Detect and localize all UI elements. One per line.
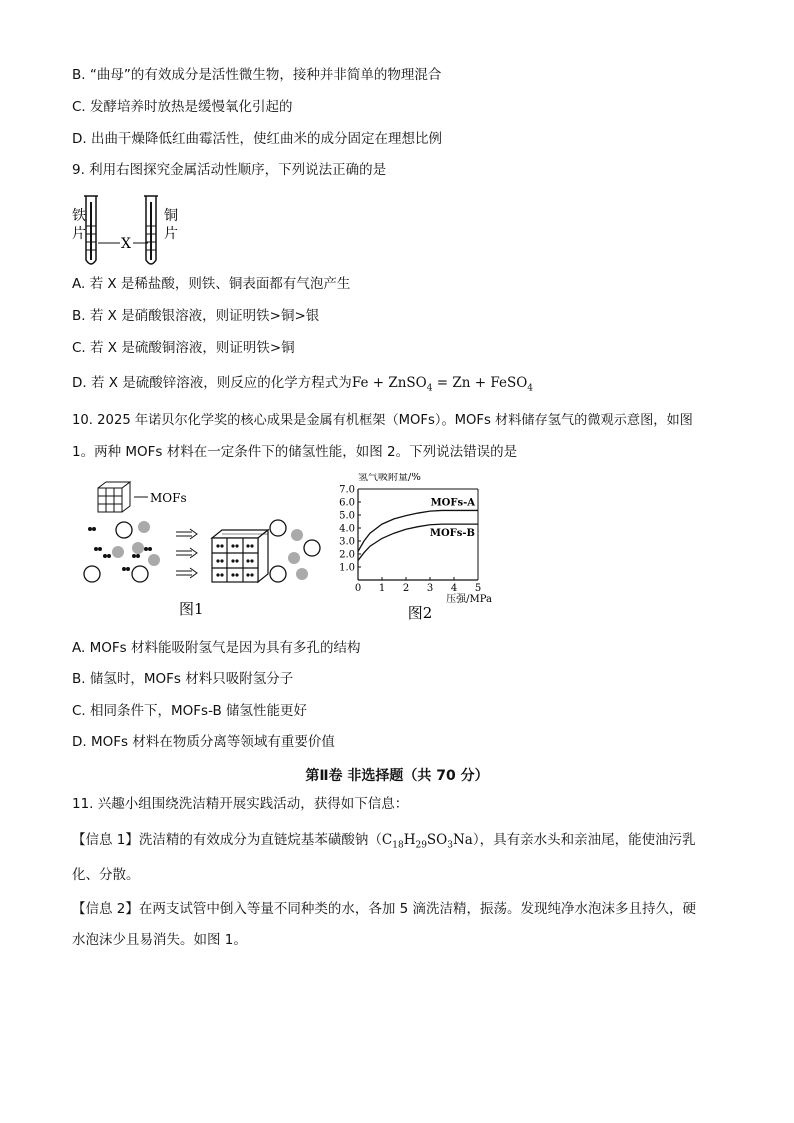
- x-tick-label: 4: [450, 583, 458, 594]
- y-tick-label: 3.0: [339, 536, 355, 548]
- q10-stem-line1: 10. 2025 年诺贝尔化学奖的核心成果是金属有机框架（MOFs）。MOFs 材料储存氢气的微观示意图，如图: [72, 413, 693, 428]
- q9-option-a: A. 若 X 是稀盐酸，则铁、铜表面都有气泡产生: [72, 276, 351, 292]
- q11-stem: 11. 兴趣小组围绕洗洁精开展实践活动，获得如下信息：: [72, 796, 409, 812]
- q9-option-d: [72, 374, 533, 398]
- hydrogen-adsorption-chart: [328, 473, 498, 625]
- y-tick-label: 6.0: [339, 497, 355, 509]
- q9-option-d-text: D. 若 X 是硫酸锌溶液，则反应的化学方程式为: [72, 375, 352, 391]
- y-tick-label: 2.0: [339, 549, 355, 561]
- section-title: 第Ⅱ卷 非选择题（共 70 分）: [305, 768, 489, 784]
- y-tick-label: 4.0: [339, 523, 355, 535]
- iron-label-2: 片: [72, 226, 86, 242]
- figure-2-caption: 图2: [407, 604, 433, 622]
- q10-stem-line2: 1。两种 MOFs 材料在一定条件下的储氢性能，如图 2。下列说法错误的是: [72, 444, 518, 460]
- y-tick-label: 5.0: [339, 510, 355, 522]
- copper-label-2: 片: [164, 226, 178, 242]
- test-tube-diagram: [70, 190, 190, 270]
- y-tick-label: 7.0: [339, 484, 355, 496]
- x-tick-label: 2: [402, 583, 410, 594]
- q10-option-c: C. 相同条件下，MOFs-B 储氢性能更好: [72, 703, 308, 719]
- y-tick-label: 1.0: [339, 562, 355, 574]
- q8-option-d: D. 出曲干燥降低红曲霉活性，使红曲米的成分固定在理想比例: [72, 131, 442, 147]
- q8-option-b: B. “曲母”的有效成分是活性微生物，接种并非简单的物理混合: [72, 67, 442, 83]
- q9-option-b: B. 若 X 是硝酸银溶液，则证明铁>铜>银: [72, 308, 320, 324]
- y-axis-label: 氢气吸附量/%: [358, 473, 421, 483]
- iron-label-1: 铁: [72, 208, 86, 224]
- series-label-mofs-a: MOFs-A: [430, 497, 475, 509]
- x-tick-label: 3: [426, 583, 434, 594]
- mofs-legend-cube: [98, 482, 130, 512]
- info-2-continued: 水泡沫少且易消失。如图 1。: [72, 932, 247, 948]
- surfactant-formula: $C_{18}H_{29}SO_3Na$: [381, 832, 473, 851]
- mofs-legend-label: MOFs: [150, 491, 187, 505]
- chemical-equation: Fe + ZnSO$_4$ = Zn + FeSO$_4$: [351, 375, 534, 394]
- copper-label-1: 铜: [164, 208, 178, 224]
- info-2: 【信息 2】在两支试管中倒入等量不同种类的水，各加 5 滴洗洁精，振荡。发现纯净水泡沫多且持久，硬: [72, 901, 697, 917]
- info-1-continued: 化、分散。: [72, 867, 140, 883]
- q10-option-b: B. 储氢时，MOFs 材料只吸附氢分子: [72, 671, 294, 687]
- mofs-figure-1: [78, 478, 328, 623]
- x-tick-label: 1: [378, 583, 386, 594]
- mofs-framework-cube: [212, 530, 268, 582]
- solution-x-label: X: [121, 236, 131, 252]
- series-label-mofs-b: MOFs-B: [429, 528, 475, 540]
- x-tick-label: 5: [474, 583, 482, 594]
- x-axis-label: 压强/MPa: [446, 594, 492, 605]
- q9-stem: 9. 利用右图探究金属活动性顺序，下列说法正确的是: [72, 162, 387, 178]
- q8-option-c: C. 发酵培养时放热是缓慢氧化引起的: [72, 99, 293, 115]
- info-1: 【信息 1】洗洁精的有效成分为直链烷基苯磺酸钠$(C_{18}H_{29}SO_3Na)$，具有亲水头和亲油尾，能使油污乳: [72, 832, 696, 851]
- q10-option-a: A. MOFs 材料能吸附氢气是因为具有多孔的结构: [72, 640, 361, 656]
- figure-1-caption: 图1: [179, 600, 204, 618]
- x-tick-label: 0: [354, 583, 362, 594]
- q9-option-c: C. 若 X 是硫酸铜溶液，则证明铁>铜: [72, 340, 295, 356]
- process-arrows: [176, 529, 197, 578]
- q10-option-d: D. MOFs 材料在物质分离等领域有重要价值: [72, 734, 335, 750]
